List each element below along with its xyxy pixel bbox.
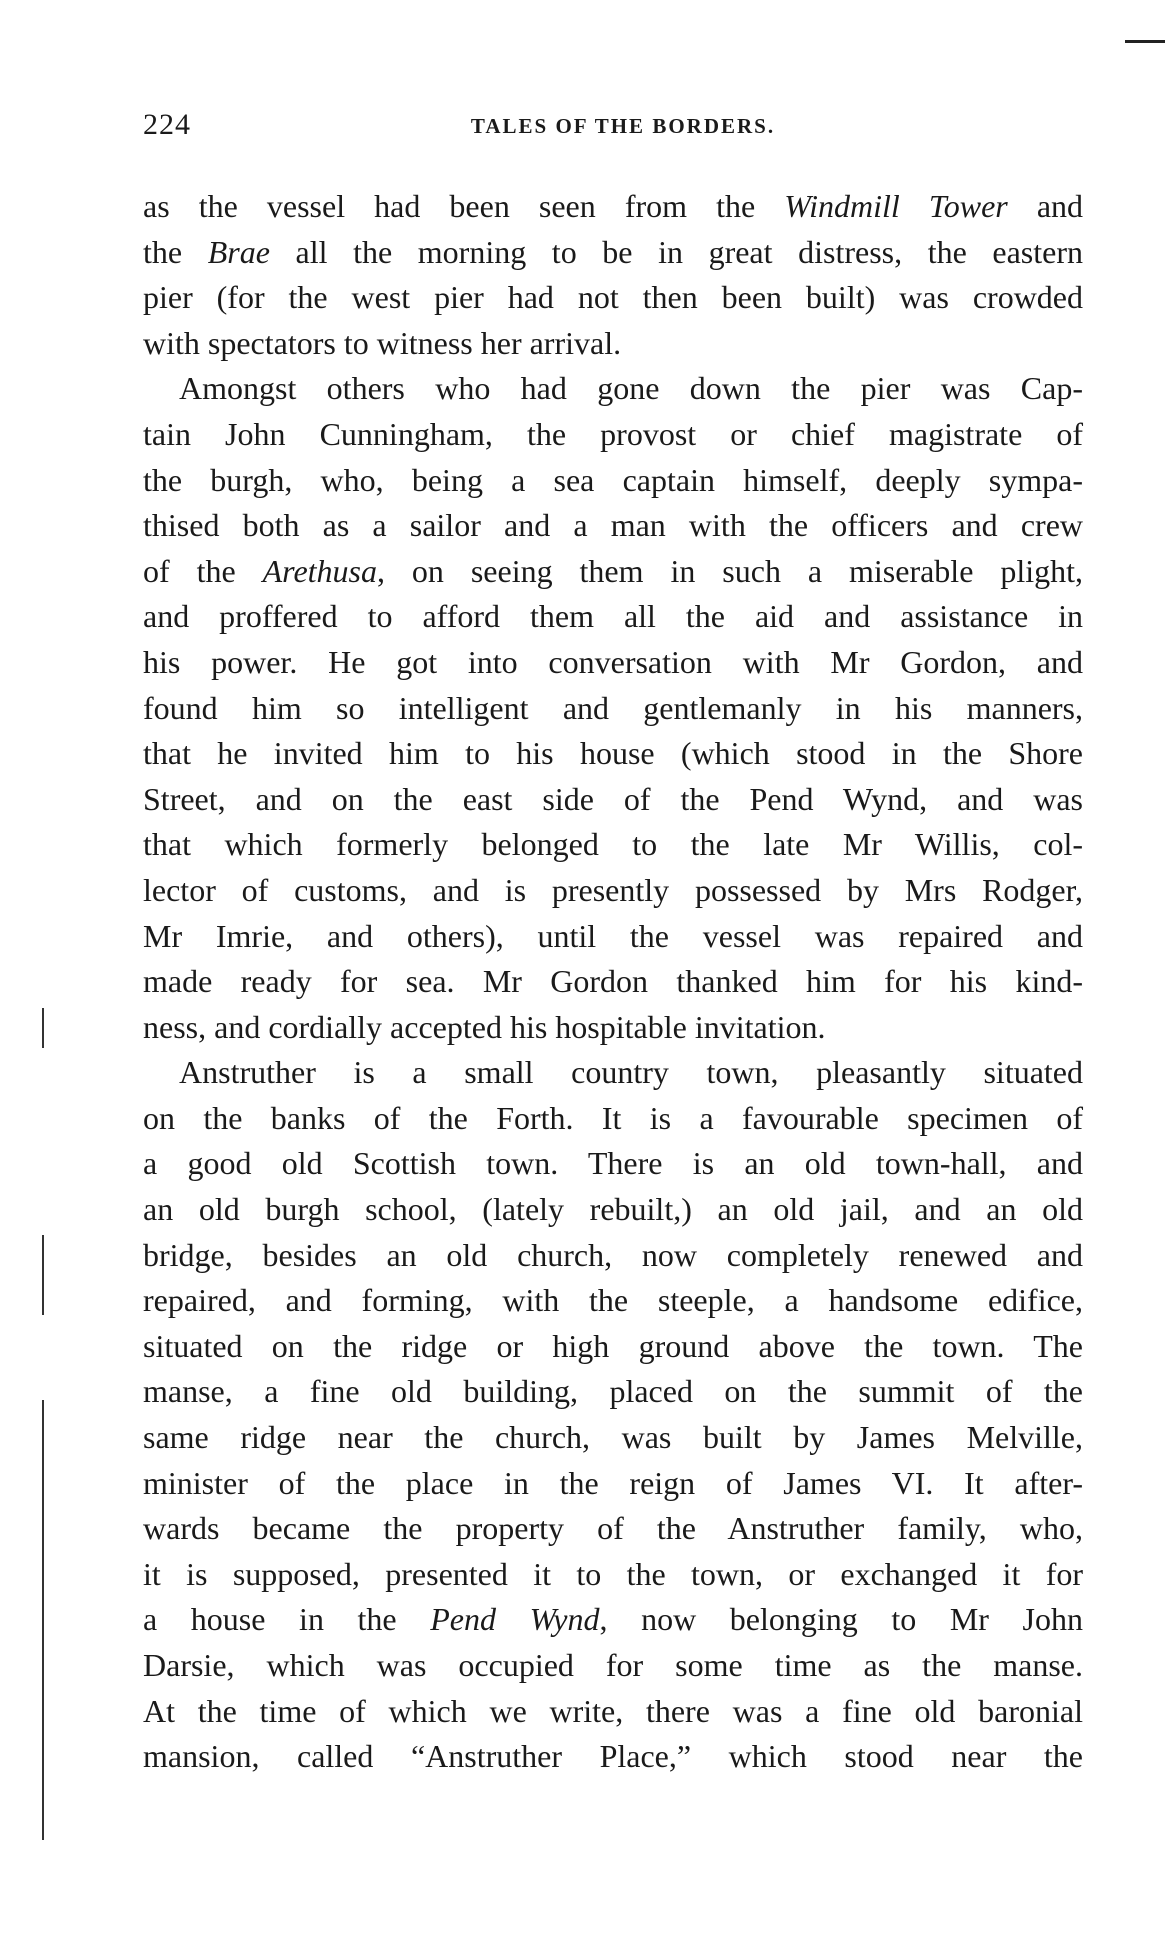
text-line: his power. He got into conversation with Mr Gordon, and [143, 643, 1083, 680]
text-line: bridge, besides an old church, now completely renewed and [143, 1236, 1083, 1273]
text-line: made ready for sea. Mr Gordon thanked him for his kind- [143, 963, 1083, 1000]
text-line: pier (for the west pier had not then been built) was crowded [143, 279, 1083, 316]
page-header [143, 108, 1083, 148]
text-line: the burgh, who, being a sea captain himself, deeply sympa- [143, 461, 1083, 498]
text-line: found him so intelligent and gentlemanly in his manners, [143, 689, 1083, 726]
text-line: and proffered to afford them all the aid and assistance in [143, 598, 1083, 635]
body-text [143, 184, 1083, 1780]
text-line: an old burgh school, (lately rebuilt,) an old jail, and an old [143, 1191, 1083, 1228]
running-head: TALES OF THE BORDERS. [470, 114, 776, 138]
margin-mark [42, 1008, 44, 1048]
text-line: tain John Cunningham, the provost or chief magistrate of [143, 415, 1083, 452]
margin-mark [42, 1400, 44, 1840]
text-line: manse, a fine old building, placed on the summit of the [143, 1373, 1083, 1410]
text-line: mansion, called “Anstruther Place,” which stood near the [143, 1738, 1083, 1775]
text-line: minister of the place in the reign of James VI. It after- [143, 1464, 1083, 1501]
text-line: situated on the ridge or high ground above the town. The [143, 1327, 1083, 1364]
text-line: Mr Imrie, and others), until the vessel was repaired and [143, 917, 1083, 954]
text-line: wards became the property of the Anstruther family, who, [143, 1510, 1083, 1547]
text-line: a good old Scottish town. There is an old town-hall, and [143, 1145, 1083, 1182]
text-line: same ridge near the church, was built by James Melville, [143, 1419, 1083, 1456]
text-line: that he invited him to his house (which stood in the Shore [143, 735, 1083, 772]
text-line: thised both as a sailor and a man with the officers and crew [143, 507, 1083, 544]
text-line: a house in the Pend Wynd, now belonging to Mr John [143, 1601, 1083, 1638]
text-line: lector of customs, and is presently possessed by Mrs Rodger, [143, 871, 1083, 908]
text-line: with spectators to witness her arrival. [143, 324, 622, 361]
page-number: 224 [143, 108, 191, 141]
text-line: the Brae all the morning to be in great distress, the eastern [143, 233, 1084, 270]
text-line: Street, and on the east side of the Pend Wynd, and was [143, 780, 1083, 817]
text-line: Anstruther is a small country town, pleasantly situated [179, 1054, 1083, 1091]
margin-mark [42, 1235, 44, 1315]
text-line: At the time of which we write, there was a fine old baronial [143, 1692, 1083, 1729]
text-line: it is supposed, presented it to the town, or exchanged it for [143, 1555, 1083, 1592]
text-line: that which formerly belonged to the late Mr Willis, col- [143, 826, 1083, 863]
text-line: on the banks of the Forth. It is a favourable specimen of [143, 1099, 1083, 1136]
text-line: ness, and cordially accepted his hospitable invitation. [143, 1008, 826, 1045]
text-line: Amongst others who had gone down the pier was Cap- [179, 370, 1083, 407]
text-line: Darsie, which was occupied for some time as the manse. [143, 1647, 1083, 1683]
text-line: repaired, and forming, with the steeple, a handsome edifice, [143, 1282, 1083, 1319]
text-line: as the vessel had been seen from the Windmill Tower and [143, 188, 1084, 224]
text-line: of the Arethusa, on seeing them in such a miserable plight, [143, 552, 1084, 589]
top-edge-mark [1125, 40, 1165, 43]
